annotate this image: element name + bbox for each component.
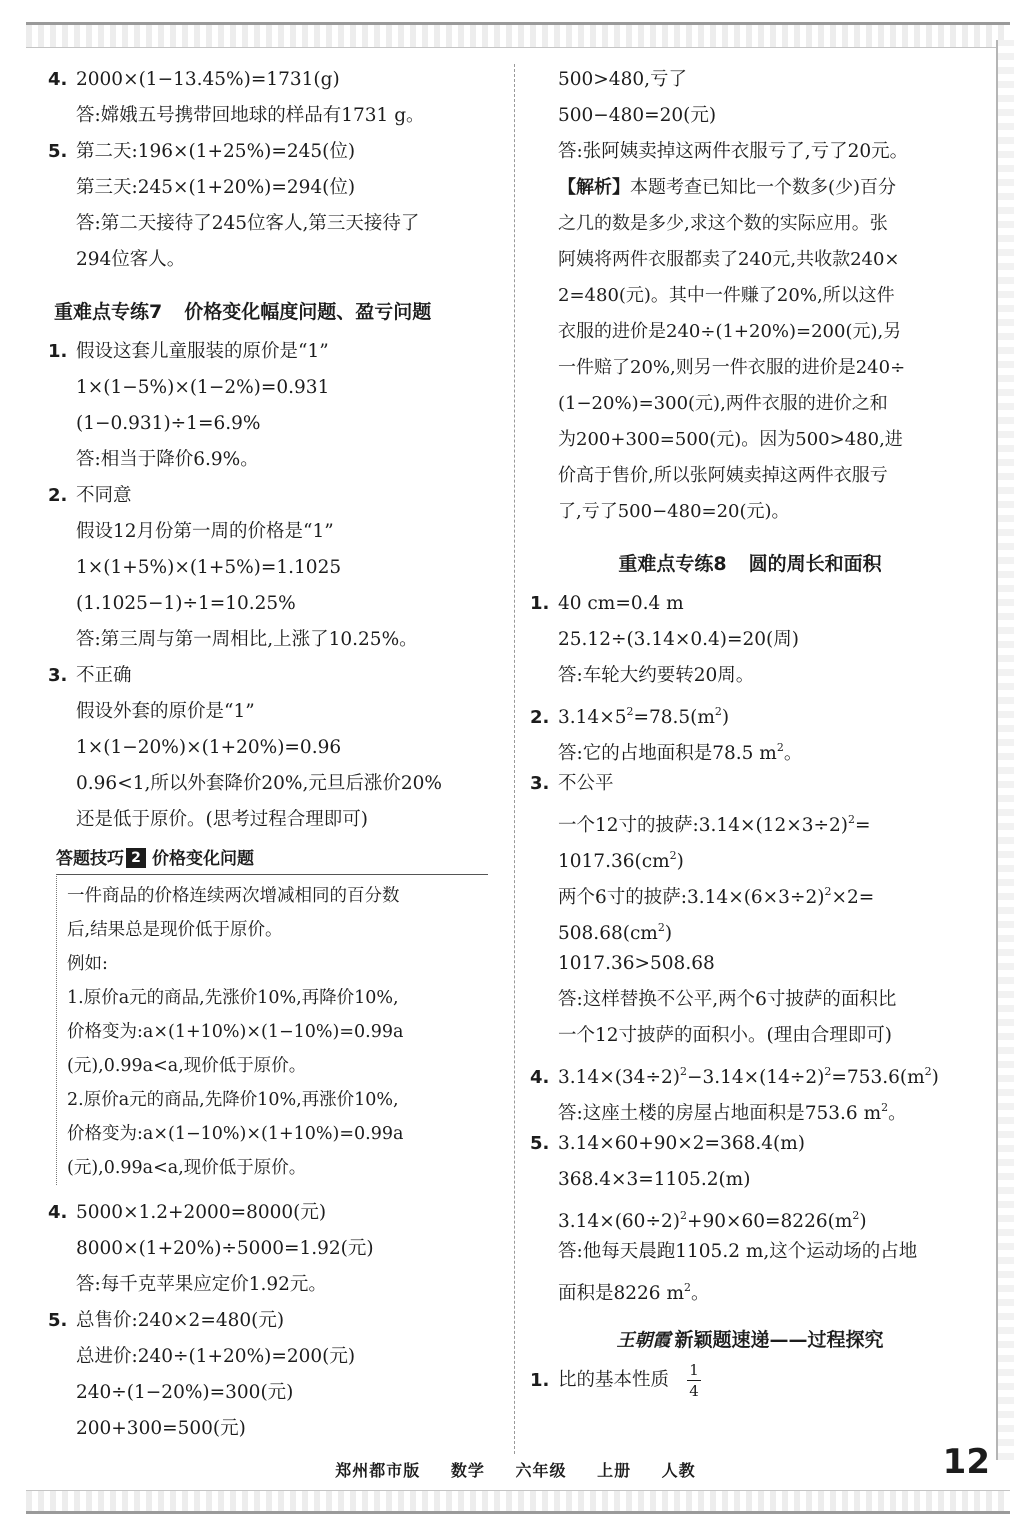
answer-5-previous bbox=[48, 134, 500, 278]
answer-line: 5000×1.2+2000=8000(元) bbox=[76, 1202, 327, 1223]
tip-line: 1.原价a元的商品,先涨价10%,再降价10%, bbox=[67, 988, 399, 1008]
answer-line: 第三天:245×(1+20%)=294(位) bbox=[76, 177, 356, 198]
question-number: 4. bbox=[530, 1067, 550, 1088]
answer-line: 40 cm=0.4 m bbox=[558, 593, 684, 614]
answer-line: 假设12月份第一周的价格是“1” bbox=[76, 521, 334, 542]
answer-5-continued bbox=[530, 62, 970, 170]
question-number: 2. bbox=[48, 485, 68, 506]
answer-line: 答:他每天晨跑1105.2 m,这个运动场的占地 bbox=[558, 1241, 918, 1262]
answer-line: 1×(1+5%)×(1+5%)=1.1025 bbox=[76, 557, 342, 578]
analysis-line: 2=480(元)。其中一件赚了20%,所以这件 bbox=[558, 285, 895, 306]
section-topic: 圆的周长和面积 bbox=[748, 553, 882, 575]
tip-line: 价格变为:a×(1+10%)×(1−10%)=0.99a bbox=[67, 1022, 404, 1042]
formula-part: =753.6(m bbox=[831, 1067, 925, 1088]
superscript: 2 bbox=[852, 1209, 860, 1222]
superscript: 2 bbox=[881, 1101, 889, 1114]
brand-logo: 王朝霞 bbox=[616, 1330, 671, 1351]
answer-line: 0.96<1,所以外套降价20%,元旦后涨价20% bbox=[76, 773, 442, 794]
section-label: 重难点专练8 bbox=[618, 553, 727, 575]
answer-line: 25.12÷(3.14×0.4)=20(周) bbox=[558, 629, 799, 650]
page-border-bottom bbox=[26, 1490, 1010, 1514]
answer-line: 不公平 bbox=[558, 773, 614, 794]
right-column bbox=[530, 62, 970, 1398]
tip-line: 2.原价a元的商品,先降价10%,再涨价10%, bbox=[67, 1090, 399, 1110]
answer-line: 答:它的占地面积是78.5 m bbox=[558, 743, 777, 764]
analysis-line: 阿姨将两件衣服都卖了240元,共收款240× bbox=[558, 249, 900, 270]
tip-body bbox=[56, 874, 488, 1185]
formula-part: ) bbox=[676, 851, 684, 872]
tip-header bbox=[56, 844, 488, 874]
answer-line: 总进价:240÷(1+20%)=200(元) bbox=[76, 1346, 356, 1367]
tip-title: 价格变化问题 bbox=[152, 849, 254, 869]
tip-box bbox=[56, 844, 488, 1185]
answer-line: 答:嫦娥五号携带回地球的样品有1731 g。 bbox=[76, 105, 425, 126]
answer-line: 第二天:196×(1+25%)=245(位) bbox=[76, 141, 356, 162]
answer-4 bbox=[530, 1054, 970, 1126]
analysis-line: 为200+300=500(元)。因为500>480,进 bbox=[558, 429, 903, 450]
answer-1 bbox=[530, 586, 970, 694]
tip-line: 例如: bbox=[67, 954, 108, 974]
footer-subject: 数学 bbox=[450, 1461, 485, 1480]
formula-part: 508.68(cm bbox=[558, 923, 658, 944]
answer-line: 假设这套儿童服装的原价是“1” bbox=[76, 341, 329, 362]
section-label: 重难点专练7 bbox=[54, 301, 163, 323]
formula-part: 3.14×(34÷2) bbox=[558, 1067, 680, 1088]
answer-line: 8000×(1+20%)÷5000=1.92(元) bbox=[76, 1238, 374, 1259]
superscript: 2 bbox=[776, 741, 784, 754]
answer-line: 240÷(1−20%)=300(元) bbox=[76, 1382, 294, 1403]
formula-part: =78.5(m bbox=[633, 707, 715, 728]
answer-line: 答:这样替换不公平,两个6寸披萨的面积比 bbox=[558, 989, 897, 1010]
question-number: 5. bbox=[530, 1133, 550, 1154]
formula-part: −3.14×(14÷2) bbox=[686, 1067, 825, 1088]
answer-line: 答:相当于降价6.9%。 bbox=[76, 449, 259, 470]
formula-part: = bbox=[855, 815, 871, 836]
formula-part: ) bbox=[931, 1067, 939, 1088]
analysis-line: 一件赔了20%,则另一件衣服的进价是240÷ bbox=[558, 357, 906, 378]
tip-line: (元),0.99a<a,现价低于原价。 bbox=[67, 1056, 307, 1076]
question-number: 1. bbox=[530, 593, 550, 614]
superscript: 2 bbox=[679, 1209, 687, 1222]
new-question-1 bbox=[530, 1362, 970, 1398]
footer-volume: 上册 bbox=[597, 1461, 632, 1480]
answer-line: 一个12寸披萨的面积小。(理由合理即可) bbox=[558, 1025, 892, 1046]
section-topic: 价格变化幅度问题、盈亏问题 bbox=[184, 301, 432, 323]
formula-part: ) bbox=[859, 1211, 867, 1232]
page-number: 12 bbox=[942, 1442, 990, 1482]
fraction-numerator: 1 bbox=[689, 1361, 699, 1379]
question-number: 4. bbox=[48, 1202, 68, 1223]
tip-number-badge: 2 bbox=[126, 848, 146, 868]
superscript: 2 bbox=[824, 885, 832, 898]
section-topic: 新颖题速递——过程探究 bbox=[674, 1329, 884, 1351]
column-divider bbox=[514, 64, 515, 1454]
answer-line: 294位客人。 bbox=[76, 249, 186, 270]
formula-part: 1017.36(cm bbox=[558, 851, 670, 872]
formula-part: ) bbox=[721, 707, 730, 728]
page-footer bbox=[0, 1458, 1031, 1481]
formula-part: 。 bbox=[888, 1103, 907, 1124]
formula-part: ) bbox=[664, 923, 673, 944]
formula-part: 。 bbox=[783, 743, 803, 764]
tip-line: 价格变为:a×(1−10%)×(1+10%)=0.99a bbox=[67, 1124, 404, 1144]
formula-part: 两个6寸的披萨:3.14×(6×3÷2) bbox=[558, 887, 825, 908]
answer-2 bbox=[48, 478, 500, 658]
footer-edition: 郑州都市版 bbox=[335, 1461, 421, 1480]
tip-line: 一件商品的价格连续两次增减相同的百分数 bbox=[67, 886, 400, 906]
analysis-line: 本题考查已知比一个数多(少)百分 bbox=[630, 177, 897, 198]
answer-line: 比的基本性质 bbox=[558, 1369, 670, 1391]
answer-line: 368.4×3=1105.2(m) bbox=[558, 1169, 751, 1190]
formula-part: 。 bbox=[691, 1283, 710, 1304]
answer-line: 答:张阿姨卖掉这两件衣服亏了,亏了20元。 bbox=[558, 141, 909, 162]
tip-label: 答题技巧 bbox=[56, 849, 124, 869]
superscript: 2 bbox=[679, 1065, 687, 1078]
analysis-line: 了,亏了500−480=20(元)。 bbox=[558, 501, 790, 522]
analysis-line: (1−20%)=300(元),两件衣服的进价之和 bbox=[558, 393, 888, 414]
answer-5 bbox=[530, 1126, 970, 1306]
answer-line: 答:每千克苹果应定价1.92元。 bbox=[76, 1274, 327, 1295]
answer-2 bbox=[530, 694, 970, 766]
answer-line: 1017.36>508.68 bbox=[558, 953, 715, 974]
answer-4-previous bbox=[48, 62, 500, 134]
section-title-8 bbox=[530, 544, 970, 584]
fraction-denominator: 4 bbox=[689, 1382, 699, 1400]
tip-line: 后,结果总是现价低于原价。 bbox=[67, 920, 283, 940]
answer-line: 1×(1−20%)×(1+20%)=0.96 bbox=[76, 737, 342, 758]
fraction bbox=[687, 1362, 701, 1399]
question-number: 5. bbox=[48, 1310, 68, 1331]
question-number: 1. bbox=[530, 1369, 550, 1391]
answer-3 bbox=[48, 658, 500, 838]
question-number: 3. bbox=[48, 665, 68, 686]
answer-line: 假设外套的原价是“1” bbox=[76, 701, 255, 722]
superscript: 2 bbox=[669, 849, 677, 862]
answer-line: 总售价:240×2=480(元) bbox=[76, 1310, 285, 1331]
left-column bbox=[48, 62, 500, 1447]
answer-line: 答:车轮大约要转20周。 bbox=[558, 665, 755, 686]
answer-1 bbox=[48, 334, 500, 478]
question-number: 1. bbox=[48, 341, 68, 362]
question-number: 4. bbox=[48, 69, 68, 90]
answer-3 bbox=[530, 766, 970, 1054]
superscript: 2 bbox=[684, 1281, 692, 1294]
superscript: 2 bbox=[626, 705, 634, 718]
superscript: 2 bbox=[657, 921, 665, 934]
formula-part: 一个12寸的披萨:3.14×(12×3÷2) bbox=[558, 815, 848, 836]
analysis-line: 价高于售价,所以张阿姨卖掉这两件衣服亏 bbox=[558, 465, 888, 486]
analysis-block bbox=[530, 170, 970, 530]
answer-line: 200+300=500(元) bbox=[76, 1418, 246, 1439]
footer-grade: 六年级 bbox=[515, 1461, 567, 1480]
answer-line: 面积是8226 m bbox=[558, 1283, 685, 1304]
superscript: 2 bbox=[824, 1065, 832, 1078]
formula-part: 3.14×(60÷2) bbox=[558, 1211, 680, 1232]
analysis-tag: 【解析】 bbox=[558, 177, 630, 198]
answer-line: 答:第二天接待了245位客人,第三天接待了 bbox=[76, 213, 420, 234]
answer-line: 不正确 bbox=[76, 665, 132, 686]
answer-line: (1−0.931)÷1=6.9% bbox=[76, 413, 261, 434]
analysis-line: 衣服的进价是240÷(1+20%)=200(元),另 bbox=[558, 321, 902, 342]
footer-publisher: 人教 bbox=[661, 1461, 696, 1480]
formula-part: ×2= bbox=[831, 887, 875, 908]
analysis-line: 之几的数是多少,求这个数的实际应用。张 bbox=[558, 213, 888, 234]
answer-5 bbox=[48, 1303, 500, 1447]
page-border-right bbox=[996, 40, 1014, 1460]
answer-line: 3.14×60+90×2=368.4(m) bbox=[558, 1133, 805, 1154]
answer-line: 500−480=20(元) bbox=[558, 105, 717, 126]
answer-line: 答:第三周与第一周相比,上涨了10.25%。 bbox=[76, 629, 418, 650]
superscript: 2 bbox=[848, 813, 855, 826]
answer-line: 答:这座土楼的房屋占地面积是753.6 m bbox=[558, 1103, 882, 1124]
question-number: 2. bbox=[530, 707, 550, 728]
answer-line: 500>480,亏了 bbox=[558, 69, 688, 90]
answer-line: 2000×(1−13.45%)=1731(g) bbox=[76, 69, 340, 90]
tip-line: (元),0.99a<a,现价低于原价。 bbox=[67, 1158, 307, 1178]
answer-line: (1.1025−1)÷1=10.25% bbox=[76, 593, 296, 614]
section-title-new-questions bbox=[530, 1320, 970, 1360]
answer-line: 还是低于原价。(思考过程合理即可) bbox=[76, 809, 368, 830]
superscript: 2 bbox=[714, 705, 722, 718]
page-border-top bbox=[26, 22, 1010, 48]
formula-part: +90×60=8226(m bbox=[686, 1211, 853, 1232]
answer-line: 不同意 bbox=[76, 485, 132, 506]
answer-line: 1×(1−5%)×(1−2%)=0.931 bbox=[76, 377, 330, 398]
question-number: 3. bbox=[530, 773, 550, 794]
superscript: 2 bbox=[924, 1065, 932, 1078]
answer-4 bbox=[48, 1195, 500, 1303]
section-title-7 bbox=[54, 292, 500, 332]
question-number: 5. bbox=[48, 141, 68, 162]
formula-part: 3.14×5 bbox=[558, 707, 627, 728]
